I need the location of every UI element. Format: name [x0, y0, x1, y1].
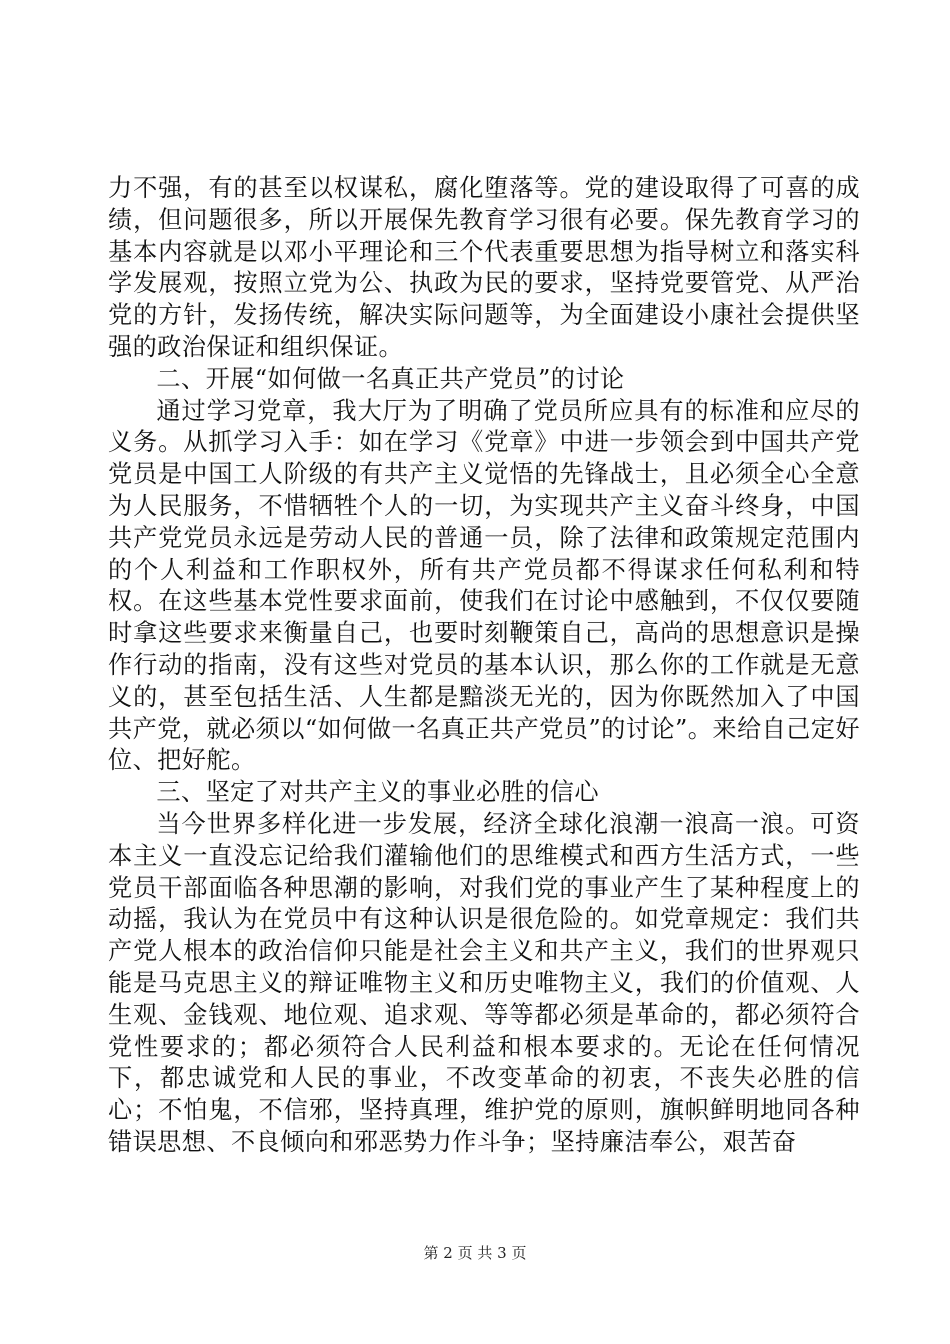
paragraph-confidence: 当今世界多样化进一步发展，经济全球化浪潮一浪高一浪。可资本主义一直没忘记给我们灌输他们的思维模式和西方生活方式，一些党员干部面临各种思潮的影响，对我们党的事业产生了某种程度上的动摇，我认为在党员中有这种认识是很危险的。如党章规定：我们共产党人根本的政治信仰只能是社会主义和共产主义，我们的世界观只能是马克思主义的辩证唯物主义和历史唯物主义，我们的价值观、人生观、金钱观、地位观、追求观、等等都必须是革命的，都必须符合党性要求的；都必须符合人民利益和根本要求的。无论在任何情况下，都忠诚党和人民的事业，不改变革命的初衷，不丧失必胜的信心；不怕鬼，不信邪，坚持真理，维护党的原则，旗帜鲜明地同各种错误思想、不良倾向和邪恶势力作斗争；坚持廉洁奉公，艰苦奋: [108, 809, 860, 1156]
section-heading-two: 二、开展“如何做一名真正共产党员”的讨论: [156, 364, 625, 393]
paragraph-discussion: 通过学习党章，我大厅为了明确了党员所应具有的标准和应尽的义务。从抓学习入手：如在学习《党章》中进一步领会到中国共产党党员是中国工人阶级的有共产主义觉悟的先锋战士，且必须全心全意为人民服务，不惜牺牲个人的一切，为实现共产主义奋斗终身，中国共产党党员永远是劳动人民的普通一员，除了法律和政策规定范围内的个人利益和工作职权外，所有共产党员都不得谋求任何私利和特权。在这些基本党性要求面前，使我们在讨论中感触到，不仅仅要随时拿这些要求来衡量自己，也要时刻鞭策自己，高尚的思想意识是操作行动的指南，没有这些对党员的基本认识，那么你的工作就是无意义的，甚至包括生活、人生都是黯淡无光的，因为你既然加入了中国共产党，就必须以“如何做一名真正共产党员”的讨论”。来给自己定好位、把好舵。: [108, 396, 860, 775]
section-heading-three: 三、坚定了对共产主义的事业必胜的信心: [156, 778, 599, 807]
page-footer: 第 2 页 共 3 页: [423, 1244, 527, 1262]
paragraph-continuation: 力不强，有的甚至以权谋私，腐化堕落等。党的建设取得了可喜的成绩，但问题很多，所以开展保先教育学习很有必要。保先教育学习的基本内容就是以邓小平理论和三个代表重要思想为指导树立和落实科学发展观，按照立党为公、执政为民的要求，坚持党要管党、从严治党的方针，发扬传统，解决实际问题等，为全面建设小康社会提供坚强的政治保证和组织保证。: [108, 174, 860, 361]
document-body: [108, 173, 860, 1159]
